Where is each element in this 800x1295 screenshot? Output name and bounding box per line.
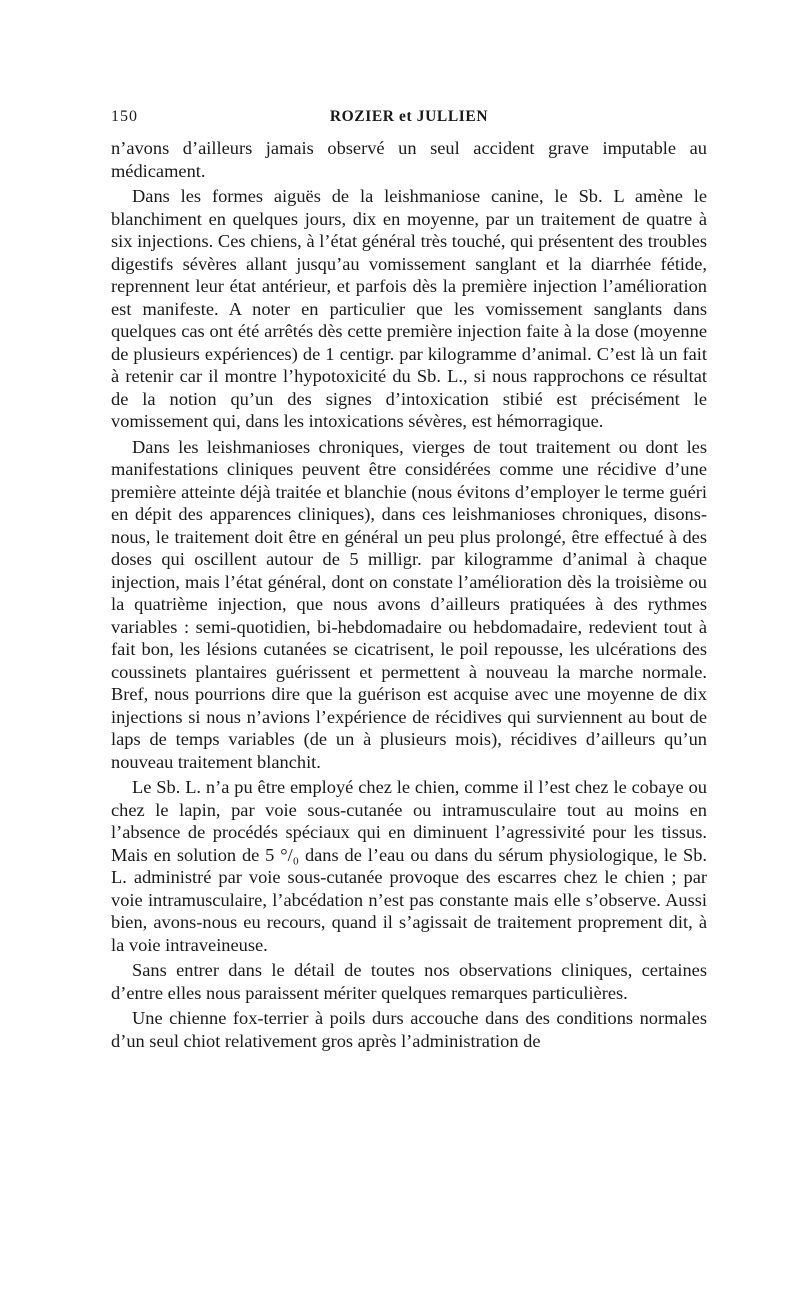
page-number: 150: [111, 108, 138, 125]
running-title: ROZIER et JULLIEN: [329, 108, 489, 125]
paragraph-acute-forms: Dans les formes aiguës de la leishmaniose canine, le Sb. L amène le blanchiment en quelques jours, dix en moyenne, par un traitement de quatre à six injections. Ces chiens, à l’état général très touché, qui présentent des troubles digestifs sévères allant jusqu’au vomissement sanglant et la diarrhée fétide, reprennent leur état antérieur, et parfois dès la première injection l’amélioration est manifeste. A noter en particulier que les vomissement sanglants dans quelques cas ont été arrêtés dès cette première injection faite à la dose (moyenne de plusieurs expériences) de 1 centigr. par kilogramme d’animal. C’est là un fait à retenir car il montre l’hypotoxicité du Sb. L., si nous rapprochons ce résultat de la notion qu’un des signes d’intoxication stibié est précisément le vomissement qui, dans les intoxications sévères, est hémorragique.: [111, 186, 707, 431]
paragraph-administration-route: Le Sb. L. n’a pu être employé chez le chien, comme il l’est chez le cobaye ou chez le lapin, par voie sous-cutanée ou intramusculaire tout au moins en l’absence de procédés spéciaux qui en diminuent l’agressivité pour les tissus. Mais en solution de 5 °/₀ dans de l’eau ou dans du sérum physiologique, le Sb. L. administré par voie sous-cutanée provoque des escarres chez le chien ; par voie intramusculaire, l’abcédation n’est pas constante mais elle s’observe. Aussi bien, avons-nous eu recours, quand il s’agissait de traitement proprement dit, à la voie intraveineuse.: [111, 777, 707, 955]
paragraph-chronic-forms: Dans les leishmanioses chroniques, vierges de tout traitement ou dont les manifestations cliniques peuvent être considérées comme une récidive d’une première atteinte déjà traitée et blanchie (nous évitons d’employer le terme guéri en dépit des apparences cliniques), dans ces leishmanioses chroniques, disons-nous, le traitement doit être en général un peu plus prolongé, être effectué à des doses qui oscillent autour de 5 milligr. par kilogramme d’animal à chaque injection, mais l’état général, dont on constate l’amélioration dès la troisième ou la quatrième injection, que nous avons d’ailleurs pratiquées à des rythmes variables : semi-quotidien, bi-hebdomadaire ou hebdomadaire, redevient tout à fait bon, les lésions cutanées se cicatrisent, le poil repousse, les ulcérations des coussinets plantaires guérissent et permettent à nouveau la marche normale. Bref, nous pourrions dire que la guérison est acquise avec une moyenne de dix injections si nous n’avions l’expérience de récidives qui surviennent au bout de laps de temps variables (de un à plusieurs mois), récidives d’ailleurs qu’un nouveau traitement blanchit.: [111, 436, 707, 772]
paragraph-fox-terrier-case: Une chienne fox-terrier à poils durs accouche dans des conditions normales d’un seul chiot relativement gros après l’administration de: [111, 1008, 707, 1051]
body-text: [111, 137, 707, 1055]
paragraph-continuation: n’avons d’ailleurs jamais observé un seul accident grave imputable au médicament.: [111, 138, 707, 181]
paragraph-clinical-observations: Sans entrer dans le détail de toutes nos observations cliniques, certaines d’entre elles nous paraissent mériter quelques remarques particulières.: [111, 960, 707, 1003]
page-header: [111, 108, 707, 132]
